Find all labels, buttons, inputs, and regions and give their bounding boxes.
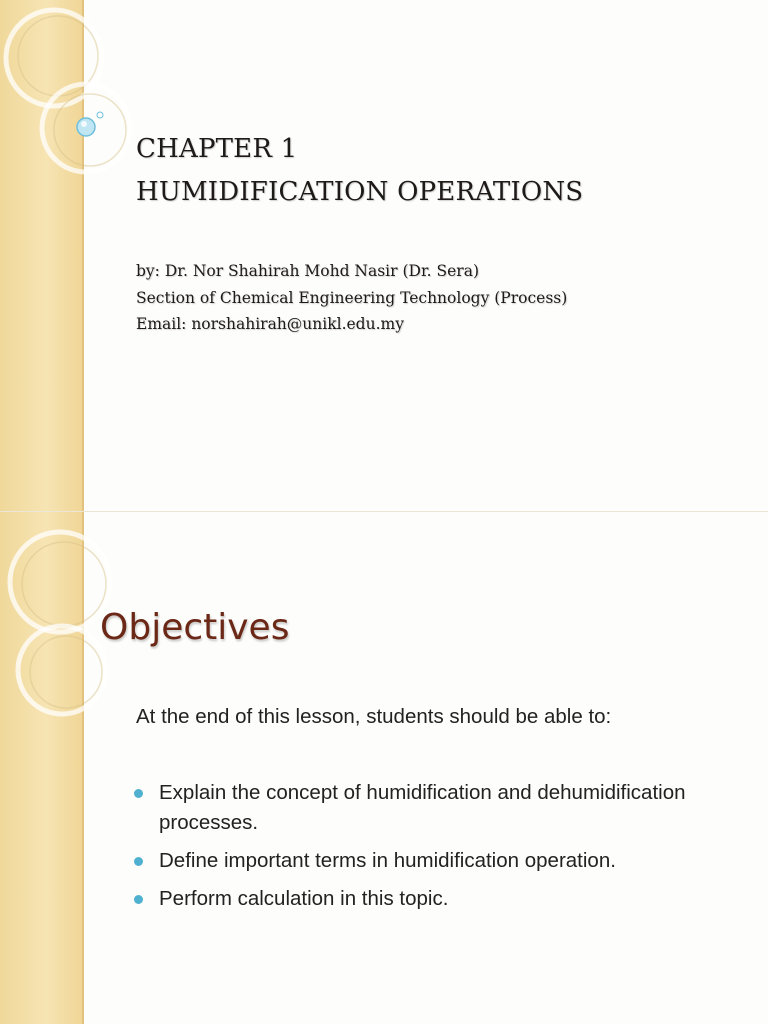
email-line: Email: norshahirah@unikl.edu.my	[136, 315, 404, 333]
list-item	[134, 778, 754, 838]
author-line: by: Dr. Nor Shahirah Mohd Nasir (Dr. Sera)	[136, 262, 479, 280]
list-item-text: Define important terms in humidification operation.	[159, 849, 616, 872]
bullet-dot-icon	[134, 789, 143, 798]
objectives-list	[134, 778, 754, 922]
objectives-intro: At the end of this lesson, students should be able to:	[136, 705, 612, 728]
list-item	[134, 846, 754, 876]
section-line: Section of Chemical Engineering Technology (Process)	[136, 289, 568, 307]
objectives-slide	[0, 512, 768, 1024]
objectives-heading: Objectives	[100, 607, 290, 648]
decorative-rings-icon	[0, 0, 130, 200]
bullet-dot-icon	[134, 857, 143, 866]
chapter-subtitle: HUMIDIFICATION OPERATIONS	[136, 177, 584, 207]
list-item-text: Explain the concept of humidification and dehumidification processes.	[159, 781, 686, 834]
list-item	[134, 884, 754, 914]
chapter-title: CHAPTER 1	[136, 134, 298, 164]
bullet-dot-icon	[134, 895, 143, 904]
list-item-text: Perform calculation in this topic.	[159, 887, 449, 910]
